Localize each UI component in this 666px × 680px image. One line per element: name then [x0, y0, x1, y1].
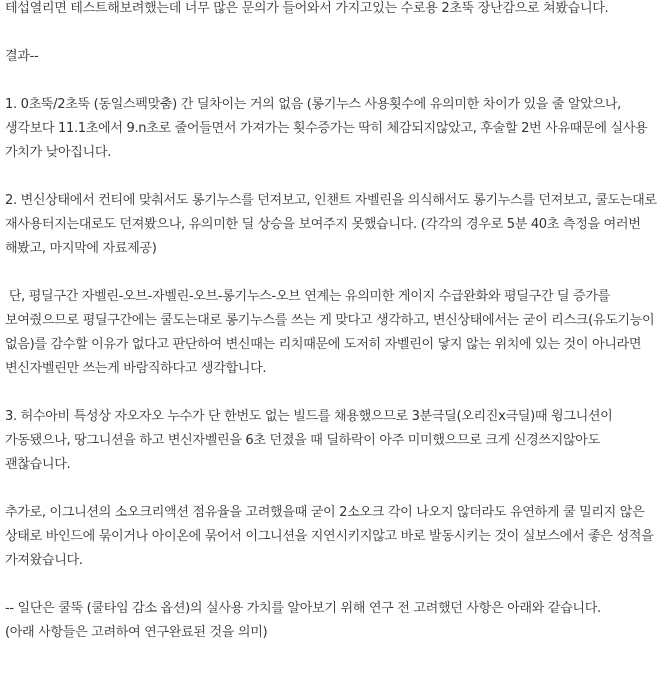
result-item-2-note: 단, 평딜구간 자벨린-오브-자벨린-오브-롱기누스-오브 연계는 유의미한 게이지 수급완화와 평딜구간 딜 증가를 보여줬으므로 평딜구간에는 쿨도는대로 롱기누스를 쓰는 게 맞다고 생각하고, 변신상태에서는 굳이 리스크(유도기능이 없음)를 감수할 이유가 없다고 판단하여 변신때는 리치때문에 도저히 자벨린이 닿지 않는 위치에 있는 것이 아니라면 변신자벨린만 쓰는게 바람직하다고 생각합니다. — [5, 289, 659, 376]
considerations-intro: -- 일단은 쿨뚝 (쿨타임 감소 옵션)의 실사용 가치를 알아보기 위해 연구 전 고려했던 사항은 아래와 같습니다. (아래 사항들은 고려하여 연구완료된 것을 의미) — [5, 601, 601, 640]
post-body — [5, 0, 665, 645]
result-item-1: 1. 0초뚝/2초뚝 (동일스펙맞춤) 간 딜차이는 거의 없음 (롱기누스 사용횟수에 유의미한 차이가 있을 줄 알았으나, 생각보다 11.1초에서 9.n초로 줄어들면서 가져가는 횟수증가는 딱히 체감되지않았고, 후술할 2번 사유때문에 실사용 가치가 낮아집니다. — [5, 97, 652, 160]
result-item-2: 2. 변신상태에서 컨티에 맞춰서도 롱기누스를 던져보고, 인챈트 자벨린을 의식해서도 롱기누스를 던져보고, 쿨도는대로 재사용터지는대로도 던져봤으나, 유의미한 딜 상승을 보여주지 못했습니다. (각각의 경우로 5분 40초 측정을 여러번 해봤고, 마지막에 자료제공) — [5, 193, 661, 256]
additional-note: 추가로, 이그니션의 소오크리액션 점유율을 고려했을때 굳이 2소오크 각이 나오지 않더라도 유연하게 쿨 밀리지 않은 상태로 바인드에 묶이거나 아이온에 묶어서 이그니션을 지연시키지않고 바로 발동시키는 것이 실보스에서 좋은 성적을 가져왔습니다. — [5, 505, 658, 568]
result-item-3: 3. 허수아비 특성상 자오자오 누수가 단 한번도 없는 빌드를 채용했으므로 3분극딜(오리진x극딜)때 윙그니션이 가동됐으나, 땅그니션을 하고 변신자벨린을 6초 던졌을 때 딜하락이 아주 미미했으므로 크게 신경쓰지않아도 괜찮습니다. — [5, 409, 617, 472]
result-heading: 결과-- — [5, 49, 39, 64]
intro-paragraph: 테섭열리면 테스트해보려했는데 너무 많은 문의가 들어와서 가지고있는 수로용 2초뚝 장난감으로 쳐봤습니다. — [5, 1, 609, 16]
